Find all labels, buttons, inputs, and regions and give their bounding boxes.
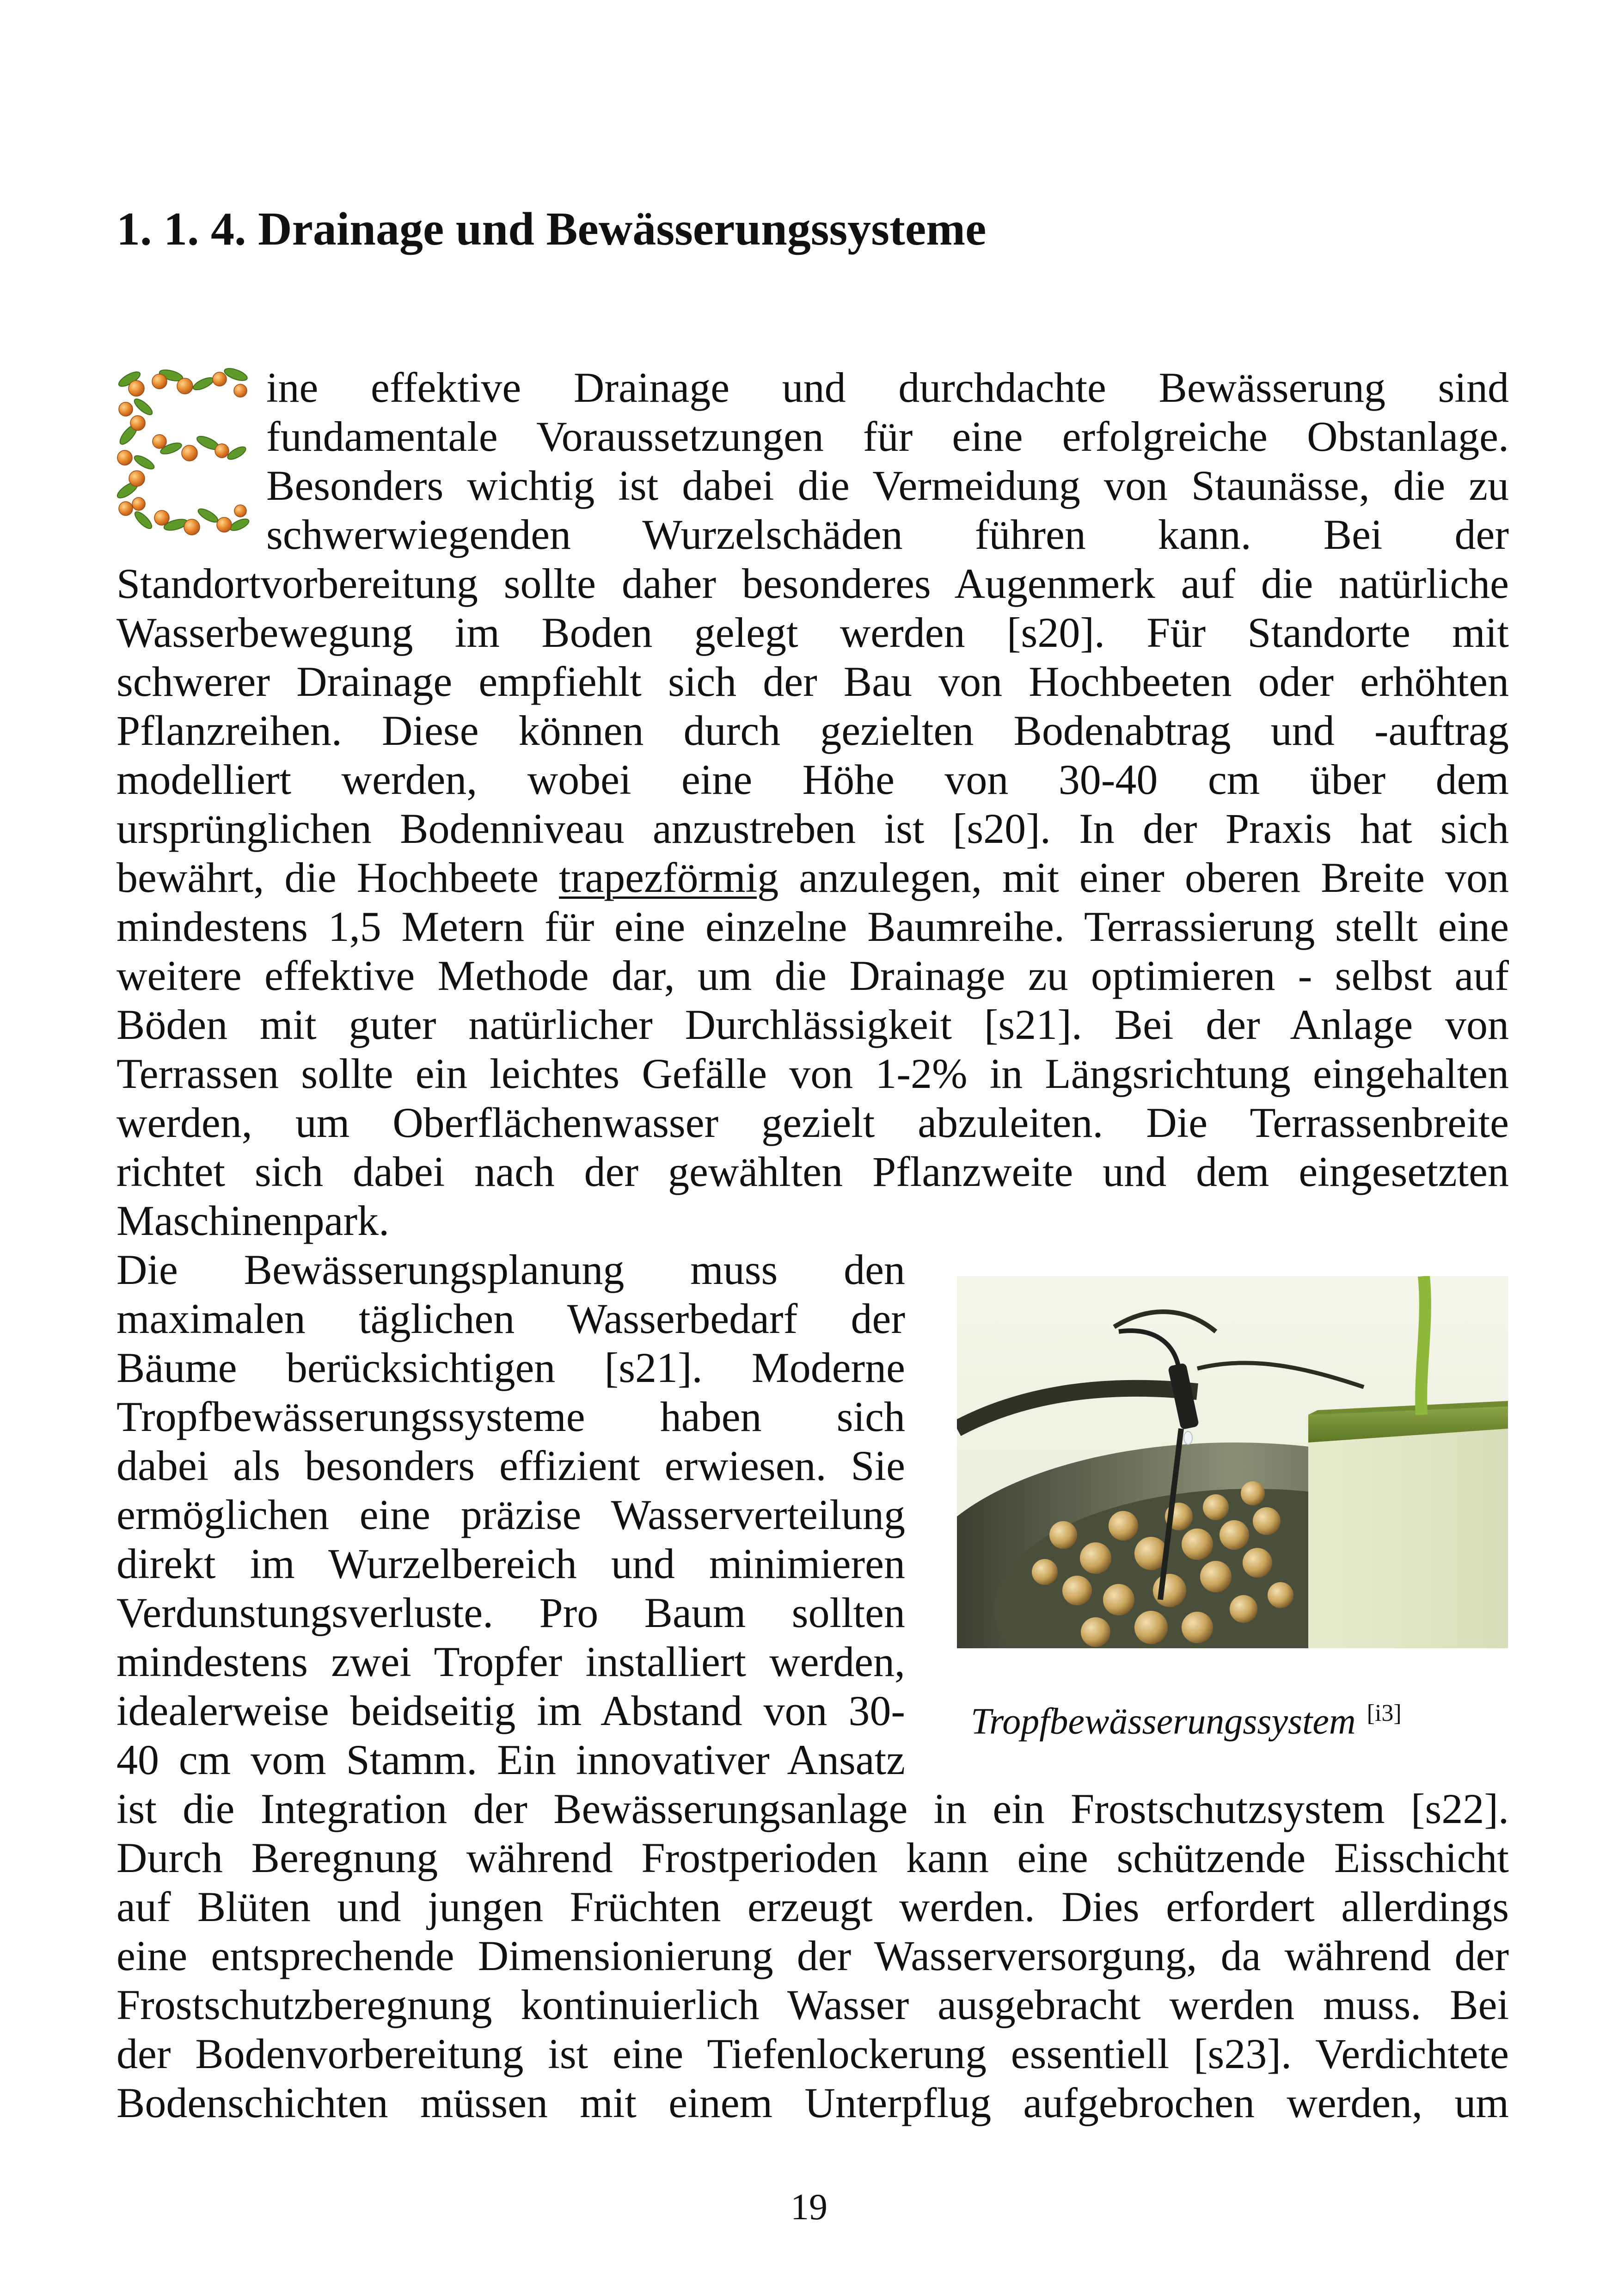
caption-reference: [i3] xyxy=(1367,1700,1402,1726)
paragraph-line: modelliert werden, wobei eine Höhe von 30-40 cm über dem xyxy=(116,756,1509,803)
paragraph-line: Maschinenpark. xyxy=(116,1197,390,1244)
paragraph-line: fundamentale Voraussetzungen für eine erfolgreiche Obstanlage. xyxy=(266,413,1509,460)
section-heading: 1. 1. 4. Drainage und Bewässerungssysteme xyxy=(116,203,987,255)
paragraph-line: Frostschutzberegnung kontinuierlich Wasser ausgebracht werden muss. Bei xyxy=(116,1981,1509,2028)
figure-caption xyxy=(971,1690,1402,1745)
paragraph-line: auf Blüten und jungen Früchten erzeugt werden. Dies erfordert allerdings xyxy=(116,1883,1509,1930)
paragraph-line: Wasserbewegung im Boden gelegt werden [s20]. Für Standorte mit xyxy=(116,609,1509,656)
underlined-word: trapezförmig xyxy=(559,854,779,901)
paragraph-line: Verdunstungsverluste. Pro Baum sollten xyxy=(116,1589,905,1636)
paragraph-line: Böden mit guter natürlicher Durchlässigkeit [s21]. Bei der Anlage von xyxy=(116,1001,1509,1048)
paragraph-line: ermöglichen eine präzise Wasserverteilung xyxy=(116,1491,905,1538)
paragraph-line: Bäume berücksichtigen [s21]. Moderne xyxy=(116,1344,905,1391)
paragraph-line: der Bodenvorbereitung ist eine Tiefenlockerung essentiell [s23]. Verdichtete xyxy=(116,2030,1509,2077)
paragraph-line: weitere effektive Methode dar, um die Drainage zu optimieren - selbst auf xyxy=(116,952,1509,999)
paragraph-line: werden, um Oberflächenwasser gezielt abzuleiten. Die Terrassenbreite xyxy=(116,1099,1509,1146)
paragraph-line: ursprünglichen Bodenniveau anzustreben ist [s20]. In der Praxis hat sich xyxy=(116,805,1509,852)
line-text: anzulegen, mit einer oberen Breite von xyxy=(778,854,1509,901)
paragraph-line: Besonders wichtig ist dabei die Vermeidung von Staunässe, die zu xyxy=(266,462,1509,509)
paragraph-line: idealerweise beidseitig im Abstand von 30- xyxy=(116,1687,905,1734)
line-text: bewährt, die Hochbeete xyxy=(116,854,559,901)
paragraph-line: dabei als besonders effizient erwiesen. Sie xyxy=(116,1442,905,1489)
paragraph-line-with-underline xyxy=(116,853,1509,902)
paragraph-line: Die Bewässerungsplanung muss den xyxy=(116,1246,905,1293)
paragraph-line: eine entsprechende Dimensionierung der Wasserversorgung, da während der xyxy=(116,1932,1509,1979)
paragraph-line: Bodenschichten müssen mit einem Unterpflug aufgebrochen werden, um xyxy=(116,2079,1509,2126)
drop-cap-fruit-letter xyxy=(116,365,250,536)
paragraph-line: ine effektive Drainage und durchdachte Bewässerung sind xyxy=(266,364,1509,411)
paragraph-line: direkt im Wurzelbereich und minimieren xyxy=(116,1540,905,1587)
paragraph-line: Terrassen sollte ein leichtes Gefälle von 1-2% in Längsrichtung eingehalten xyxy=(116,1050,1509,1097)
drip-irrigation-photo xyxy=(957,1276,1508,1648)
paragraph-line: mindestens 1,5 Metern für eine einzelne Baumreihe. Terrassierung stellt eine xyxy=(116,903,1509,950)
paragraph-line: mindestens zwei Tropfer installiert werden, xyxy=(116,1638,905,1685)
page-number: 19 xyxy=(791,2187,827,2228)
paragraph-line: Pflanzreihen. Diese können durch gezielten Bodenabtrag und -auftrag xyxy=(116,707,1509,754)
caption-text: Tropfbewässerungssystem xyxy=(971,1701,1356,1742)
paragraph-line: richtet sich dabei nach der gewählten Pflanzweite und dem eingesetzten xyxy=(116,1148,1509,1195)
paragraph-line: Durch Beregnung während Frostperioden kann eine schützende Eisschicht xyxy=(116,1834,1509,1881)
paragraph-line: schwerer Drainage empfiehlt sich der Bau von Hochbeeten oder erhöhten xyxy=(116,658,1509,705)
paragraph-line: maximalen täglichen Wasserbedarf der xyxy=(116,1295,905,1342)
paragraph-line: 40 cm vom Stamm. Ein innovativer Ansatz xyxy=(116,1736,905,1783)
paragraph-line: Tropfbewässerungssysteme haben sich xyxy=(116,1393,905,1440)
paragraph-line: Standortvorbereitung sollte daher besonderes Augenmerk auf die natürliche xyxy=(116,560,1509,607)
fruit-branch-e-icon xyxy=(116,365,250,536)
paragraph-line: ist die Integration der Bewässerungsanlage in ein Frostschutzsystem [s22]. xyxy=(116,1785,1509,1832)
paragraph-line: schwerwiegenden Wurzelschäden führen kann. Bei der xyxy=(266,511,1509,558)
